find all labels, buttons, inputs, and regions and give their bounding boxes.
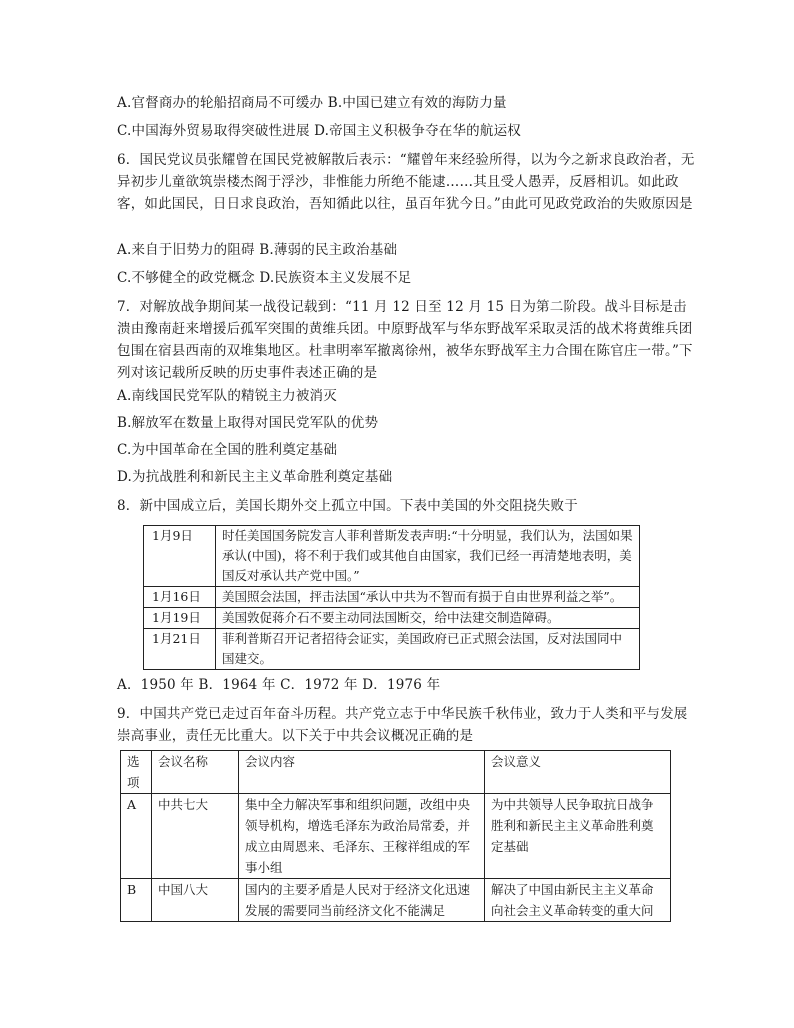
table-cell-name: 中国八大 [152,879,239,922]
table-cell-text: 菲利普斯召开记者招待会证实，美国政府已正式照会法国，反对法国同中国建交。 [216,629,640,670]
table-cell-date: 1月16日 [144,587,216,608]
table-cell-text: 美国照会法国，抨击法国“承认中共为不智而有损于自由世界利益之举”。 [216,587,640,608]
q7-stem: 7．对解放战争期间某一战役记载到：“11 月 12 日至 12 月 15 日为第二阶段。战斗目标是击溃由豫南赶来增援后孤军突围的黄维兵团。中原野战军与华东野战军采取灵活的战术将黄维兵团包围在宿县西南的双堆集地区。杜聿明率军撤离徐州，被华东野战军主力合围在陈官庄一带。”下列对该记载所反映的历史事件表述正确的是 [117,299,693,381]
table-cell-text: 美国敦促蒋介石不要主动同法国断交，给中法建交制造障碍。 [216,608,640,629]
table-header-option: 选项 [121,751,152,794]
table-cell-content: 集中全力解决军事和组织问题，改组中央领导机构，增选毛泽东为政治局常委，并成立由周恩来、毛泽东、王稼祥组成的军事小组 [239,794,485,879]
table-row [144,608,640,629]
table-row [121,794,671,879]
q7-option-b: B.解放军在数量上取得对国民党军队的优势 [117,415,379,431]
q9-table [120,750,671,922]
table-row [144,629,640,670]
table-cell-content: 国内的主要矛盾是人民对于经济文化迅速发展的需要同当前经济文化不能满足 [239,879,485,922]
table-header-content: 会议内容 [239,751,485,794]
table-cell-option: B [121,879,152,922]
q8-options: A．1950 年 B．1964 年 C．1972 年 D．1976 年 [117,677,441,693]
q7-option-c: C.为中国革命在全国的胜利奠定基础 [117,442,338,458]
table-row [121,879,671,922]
q6-stem: 6．国民党议员张耀曾在国民党被解散后表示：“耀曾年来经验所得，以为今之新求良政治者，无异初步儿童欲筑崇楼杰阁于浮沙，非惟能力所绝不能逮……其且受人愚弄，反唇相讥。如此政客，如此国民，日日求良政治，吾知循此以往，虽百年犹今日。”由此可见政党政治的失败原因是 [117,152,695,212]
table-header-name: 会议名称 [152,751,239,794]
q6-options-ab: A.来自于旧势力的阻碍 B.薄弱的民主政治基础 [117,242,398,258]
table-cell-date: 1月21日 [144,629,216,670]
table-cell-name: 中共七大 [152,794,239,879]
table-row [144,526,640,587]
table-cell-date: 1月19日 [144,608,216,629]
table-cell-meaning: 为中共领导人民争取抗日战争胜利和新民主主义革命胜利奠定基础 [485,794,671,879]
table-cell-date: 1月9日 [144,526,216,587]
q8-stem: 8．新中国成立后，美国长期外交上孤立中国。下表中美国的外交阻挠失败于 [117,498,578,514]
q9-stem: 9．中国共产党已走过百年奋斗历程。共产党立志于中华民族千秋伟业，致力于人类和平与发展崇高事业，责任无比重大。以下关于中共会议概况正确的是 [117,706,688,744]
table-header-row [121,751,671,794]
table-cell-text: 时任美国国务院发言人菲利普斯发表声明:“十分明显，我们认为，法国如果承认(中国)，将不利于我们或其他自由国家，我们已经一再清楚地表明，美国反对承认共产党中国。” [216,526,640,587]
q7-option-d: D.为抗战胜利和新民主主义革命胜利奠定基础 [117,469,393,485]
q6-options-cd: C.不够健全的政党概念 D.民族资本主义发展不足 [117,270,412,286]
table-cell-meaning: 解决了中国由新民主主义革命向社会主义革命转变的重大问 [485,879,671,922]
table-header-meaning: 会议意义 [485,751,671,794]
q5-options-ab: A.官督商办的轮船招商局不可缓办 B.中国已建立有效的海防力量 [117,95,507,111]
table-row [144,587,640,608]
q8-table [143,525,640,670]
q7-option-a: A.南线国民党军队的精锐主力被消灭 [117,388,337,404]
table-cell-option: A [121,794,152,879]
q5-options-cd: C.中国海外贸易取得突破性进展 D.帝国主义积极争夺在华的航运权 [117,123,521,139]
